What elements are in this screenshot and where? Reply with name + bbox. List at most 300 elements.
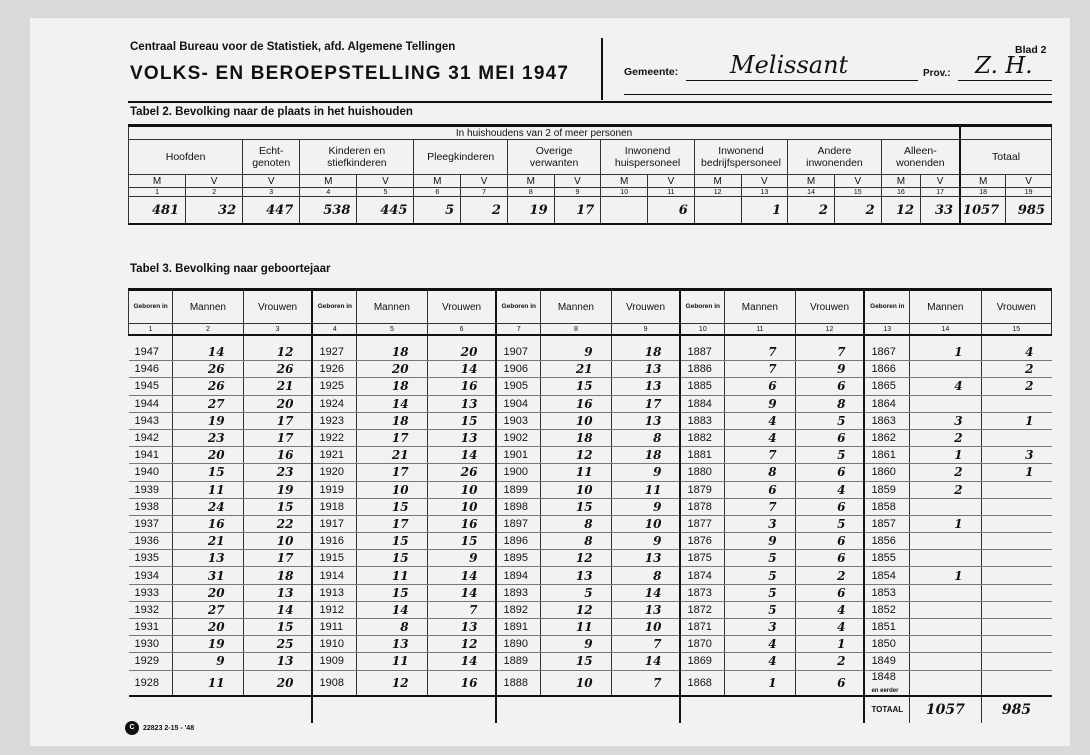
vrouwen-count: 15 <box>427 533 496 550</box>
vrouwen-count: 2 <box>981 361 1051 378</box>
vrouwen-count: 6 <box>795 670 864 696</box>
birth-year: 1874 <box>680 567 724 584</box>
birth-year: 1918 <box>312 498 356 515</box>
birth-year: 1944 <box>129 395 173 412</box>
mannen-count: 4 <box>725 653 795 670</box>
vrouwen-count: 20 <box>243 395 312 412</box>
vrouwen-count: 10 <box>427 498 496 515</box>
geboren-header: Geboren in <box>496 290 540 324</box>
gemeente-label: Gemeente: <box>624 66 679 78</box>
birth-year: 1859 <box>864 481 909 498</box>
birth-year: 1902 <box>496 429 540 446</box>
form-title: VOLKS- EN BEROEPSTELLING 31 MEI 1947 <box>130 63 570 84</box>
table3-row <box>129 344 1052 361</box>
vrouwen-count: 16 <box>243 447 312 464</box>
printer-logo-icon: C <box>125 721 139 735</box>
table3-row <box>129 584 1052 601</box>
birth-year: 1889 <box>496 653 540 670</box>
vrouwen-count: 7 <box>427 601 496 618</box>
vrouwen-count: 6 <box>795 550 864 567</box>
mannen-count: 19 <box>173 636 243 653</box>
birth-year: 1879 <box>680 481 724 498</box>
vrouwen-count: 6 <box>795 498 864 515</box>
vrouwen-count: 17 <box>243 412 312 429</box>
vrouwen-count: 9 <box>611 464 680 481</box>
vrouwen-count: 15 <box>243 498 312 515</box>
vrouwen-count <box>981 670 1051 696</box>
geboren-header: Geboren in <box>129 290 173 324</box>
mannen-count: 15 <box>357 498 427 515</box>
table2-category-header: Inwonend huispersoneel <box>601 140 694 175</box>
mannen-count: 19 <box>173 412 243 429</box>
mannen-count: 20 <box>173 447 243 464</box>
table2 <box>128 124 1052 225</box>
birth-year: 1915 <box>312 550 356 567</box>
mannen-count <box>910 619 981 636</box>
mannen-count: 7 <box>725 344 795 361</box>
mannen-count <box>910 636 981 653</box>
birth-year: 1927 <box>312 344 356 361</box>
table3-row <box>129 550 1052 567</box>
birth-year: 1880 <box>680 464 724 481</box>
table3-total-row <box>129 696 1052 723</box>
birth-year: 1897 <box>496 515 540 532</box>
mannen-count: 11 <box>173 670 243 696</box>
mannen-count: 7 <box>725 361 795 378</box>
birth-year: 1924 <box>312 395 356 412</box>
birth-year: 1881 <box>680 447 724 464</box>
vrouwen-count: 13 <box>611 412 680 429</box>
birth-year: 1882 <box>680 429 724 446</box>
mannen-count: 15 <box>541 378 611 395</box>
birth-year: 1926 <box>312 361 356 378</box>
birth-year: 1911 <box>312 619 356 636</box>
birth-year: 1905 <box>496 378 540 395</box>
table2-value-cell: 481 <box>129 197 186 225</box>
vrouwen-count: 8 <box>611 567 680 584</box>
mannen-count: 5 <box>725 567 795 584</box>
vrouwen-count <box>981 653 1051 670</box>
table3-col-number: 10 <box>680 324 724 336</box>
birth-year: 1928 <box>129 670 173 696</box>
table2-col-number: 4 <box>300 188 357 197</box>
table2-sex-label: M <box>414 175 461 188</box>
vrouwen-count: 13 <box>427 429 496 446</box>
header-rule <box>624 94 1052 95</box>
print-code <box>125 721 194 735</box>
mannen-count: 21 <box>357 447 427 464</box>
mannen-count: 9 <box>725 533 795 550</box>
table3-row <box>129 601 1052 618</box>
birth-year: 1946 <box>129 361 173 378</box>
mannen-count: 9 <box>541 636 611 653</box>
birth-year: 1852 <box>864 601 909 618</box>
table3-col-number: 9 <box>611 324 680 336</box>
vrouwen-count: 21 <box>243 378 312 395</box>
vrouwen-count: 5 <box>795 412 864 429</box>
vrouwen-count: 13 <box>611 361 680 378</box>
birth-year: 1886 <box>680 361 724 378</box>
mannen-count: 9 <box>725 395 795 412</box>
mannen-count: 18 <box>541 429 611 446</box>
vrouwen-count: 9 <box>795 361 864 378</box>
vrouwen-count: 10 <box>243 533 312 550</box>
vrouwen-count: 5 <box>795 515 864 532</box>
table3-col-number: 4 <box>312 324 356 336</box>
birth-year: 1945 <box>129 378 173 395</box>
table3-col-number: 15 <box>981 324 1051 336</box>
table3-row <box>129 567 1052 584</box>
mannen-count: 7 <box>725 447 795 464</box>
table2-category-header: Pleegkinderen <box>414 140 507 175</box>
mannen-count <box>910 498 981 515</box>
birth-year: 1887 <box>680 344 724 361</box>
mannen-count: 14 <box>357 601 427 618</box>
mannen-count: 3 <box>725 619 795 636</box>
totaal-vrouwen: 985 <box>981 696 1051 723</box>
mannen-count <box>910 395 981 412</box>
vrouwen-header: Vrouwen <box>981 290 1051 324</box>
birth-year: 1857 <box>864 515 909 532</box>
vrouwen-count: 7 <box>611 670 680 696</box>
birth-year: 1895 <box>496 550 540 567</box>
prov-underline <box>958 80 1052 81</box>
table2-sex-label: M <box>129 175 186 188</box>
mannen-count: 4 <box>910 378 981 395</box>
birth-year: 1914 <box>312 567 356 584</box>
table3-col-number: 11 <box>725 324 795 336</box>
birth-year: 1908 <box>312 670 356 696</box>
vrouwen-count: 11 <box>611 481 680 498</box>
geboren-header: Geboren in <box>680 290 724 324</box>
gemeente-value: Melissant <box>730 51 849 79</box>
vrouwen-count: 13 <box>243 584 312 601</box>
mannen-count: 5 <box>541 584 611 601</box>
mannen-header: Mannen <box>357 290 427 324</box>
birth-year: 1898 <box>496 498 540 515</box>
birth-year: 1883 <box>680 412 724 429</box>
vrouwen-count: 25 <box>243 636 312 653</box>
vrouwen-count <box>981 395 1051 412</box>
table2-sex-label: V <box>554 175 601 188</box>
mannen-count: 9 <box>541 344 611 361</box>
table3-row <box>129 361 1052 378</box>
table2-col-number: 19 <box>1006 188 1052 197</box>
vrouwen-count: 14 <box>427 653 496 670</box>
vrouwen-count: 17 <box>611 395 680 412</box>
vrouwen-count: 8 <box>795 395 864 412</box>
vrouwen-count <box>981 429 1051 446</box>
mannen-count: 16 <box>173 515 243 532</box>
mannen-header: Mannen <box>173 290 243 324</box>
mannen-count: 4 <box>725 412 795 429</box>
birth-year: 1888 <box>496 670 540 696</box>
vrouwen-count: 7 <box>611 636 680 653</box>
birth-year: 1854 <box>864 567 909 584</box>
mannen-header: Mannen <box>541 290 611 324</box>
table2-sex-label: M <box>788 175 835 188</box>
mannen-count: 5 <box>725 601 795 618</box>
vrouwen-count: 14 <box>243 601 312 618</box>
birth-year: 1910 <box>312 636 356 653</box>
birth-year: 1899 <box>496 481 540 498</box>
table3-col-number: 1 <box>129 324 173 336</box>
vrouwen-count: 1 <box>795 636 864 653</box>
vrouwen-header: Vrouwen <box>243 290 312 324</box>
table2-col-number: 2 <box>186 188 243 197</box>
mannen-count <box>910 653 981 670</box>
birth-year: 1893 <box>496 584 540 601</box>
table2-value-cell: 5 <box>414 197 461 225</box>
table2-sex-label: V <box>741 175 788 188</box>
vrouwen-count: 14 <box>427 584 496 601</box>
table2-category-header: Kinderen en stiefkinderen <box>300 140 414 175</box>
mannen-count: 18 <box>357 412 427 429</box>
sheet-number: Blad 2 <box>1015 44 1047 56</box>
table2-value-cell: 538 <box>300 197 357 225</box>
vrouwen-count: 13 <box>611 601 680 618</box>
table2-col-number: 8 <box>507 188 554 197</box>
vrouwen-count: 13 <box>611 550 680 567</box>
gemeente-underline <box>686 80 918 81</box>
table3-row <box>129 395 1052 412</box>
mannen-count: 10 <box>541 412 611 429</box>
vrouwen-count <box>981 550 1051 567</box>
mannen-count: 31 <box>173 567 243 584</box>
birth-year: 1851 <box>864 619 909 636</box>
vrouwen-count: 12 <box>427 636 496 653</box>
table2-value-cell <box>601 197 648 225</box>
table2-sex-label: V <box>834 175 881 188</box>
mannen-count: 1 <box>910 567 981 584</box>
birth-year: 1863 <box>864 412 909 429</box>
prov-label: Prov.: <box>923 68 951 79</box>
table2-value-cell: 17 <box>554 197 601 225</box>
vrouwen-count: 1 <box>981 464 1051 481</box>
mannen-count: 13 <box>173 550 243 567</box>
vrouwen-count: 3 <box>981 447 1051 464</box>
birth-year: 1925 <box>312 378 356 395</box>
vrouwen-count: 6 <box>795 584 864 601</box>
mannen-count: 8 <box>357 619 427 636</box>
mannen-count: 2 <box>910 481 981 498</box>
birth-year: 1871 <box>680 619 724 636</box>
vrouwen-count: 13 <box>427 619 496 636</box>
birth-year: 1940 <box>129 464 173 481</box>
birth-year: 1921 <box>312 447 356 464</box>
vrouwen-count: 6 <box>795 533 864 550</box>
table2-sex-label: V <box>461 175 508 188</box>
birth-year: 1858 <box>864 498 909 515</box>
mannen-count: 1 <box>725 670 795 696</box>
birth-year: 1896 <box>496 533 540 550</box>
mannen-count: 12 <box>541 601 611 618</box>
birth-year: 1876 <box>680 533 724 550</box>
vrouwen-count: 26 <box>427 464 496 481</box>
mannen-count: 9 <box>173 653 243 670</box>
table2-col-number: 12 <box>694 188 741 197</box>
mannen-count: 20 <box>357 361 427 378</box>
mannen-count: 17 <box>357 464 427 481</box>
vrouwen-count <box>981 567 1051 584</box>
title-rule <box>128 101 1052 103</box>
birth-year: 1864 <box>864 395 909 412</box>
table2-category-header: Overige verwanten <box>507 140 600 175</box>
birth-year: 1867 <box>864 344 909 361</box>
mannen-count <box>910 533 981 550</box>
mannen-count <box>910 584 981 601</box>
mannen-header: Mannen <box>910 290 981 324</box>
vrouwen-count: 13 <box>243 653 312 670</box>
mannen-header: Mannen <box>725 290 795 324</box>
table2-value-cell: 1057 <box>960 197 1006 225</box>
table2-group-header: In huishoudens van 2 of meer personen <box>129 126 961 140</box>
mannen-count: 15 <box>357 584 427 601</box>
table3-row <box>129 378 1052 395</box>
table3-col-number: 6 <box>427 324 496 336</box>
table3-col-number: 13 <box>864 324 909 336</box>
birth-year: 1936 <box>129 533 173 550</box>
vrouwen-count: 22 <box>243 515 312 532</box>
mannen-count: 1 <box>910 447 981 464</box>
table2-category-header: Totaal <box>960 140 1051 175</box>
census-form-sheet <box>30 18 1070 746</box>
vrouwen-count: 13 <box>611 378 680 395</box>
table2-sex-label: V <box>921 175 960 188</box>
vrouwen-count: 23 <box>243 464 312 481</box>
table2-col-number: 3 <box>243 188 300 197</box>
vrouwen-count: 2 <box>795 653 864 670</box>
birth-year: 1860 <box>864 464 909 481</box>
birth-year: 1913 <box>312 584 356 601</box>
table3-col-number: 12 <box>795 324 864 336</box>
table2-col-number: 7 <box>461 188 508 197</box>
table2-value-cell <box>694 197 741 225</box>
vrouwen-count: 13 <box>427 395 496 412</box>
mannen-count: 18 <box>357 344 427 361</box>
table2-sex-label: M <box>507 175 554 188</box>
birth-year: 1931 <box>129 619 173 636</box>
vrouwen-count <box>981 584 1051 601</box>
mannen-count: 17 <box>357 429 427 446</box>
mannen-count: 8 <box>541 515 611 532</box>
mannen-count <box>910 550 981 567</box>
vrouwen-count: 9 <box>611 533 680 550</box>
vrouwen-count: 15 <box>243 619 312 636</box>
mannen-count: 20 <box>173 584 243 601</box>
vrouwen-count <box>981 601 1051 618</box>
vrouwen-count: 4 <box>981 344 1051 361</box>
table3-col-number: 2 <box>173 324 243 336</box>
vrouwen-count <box>981 533 1051 550</box>
birth-year: 1870 <box>680 636 724 653</box>
vrouwen-count <box>981 619 1051 636</box>
table2-col-number: 6 <box>414 188 461 197</box>
mannen-count: 13 <box>541 567 611 584</box>
table3-row <box>129 653 1052 670</box>
table2-value-cell: 32 <box>186 197 243 225</box>
table2-col-number: 1 <box>129 188 186 197</box>
table3-row <box>129 515 1052 532</box>
table2-col-number: 5 <box>357 188 414 197</box>
mannen-count: 27 <box>173 601 243 618</box>
mannen-count: 11 <box>541 464 611 481</box>
vrouwen-count: 9 <box>427 550 496 567</box>
mannen-count: 7 <box>725 498 795 515</box>
mannen-count: 11 <box>357 653 427 670</box>
vrouwen-count: 2 <box>795 567 864 584</box>
vrouwen-count: 8 <box>611 429 680 446</box>
birth-year: 1892 <box>496 601 540 618</box>
mannen-count: 21 <box>541 361 611 378</box>
mannen-count: 16 <box>541 395 611 412</box>
geboren-header: Geboren in <box>864 290 909 324</box>
vrouwen-count: 15 <box>427 412 496 429</box>
vrouwen-count: 1 <box>981 412 1051 429</box>
birth-year: 1922 <box>312 429 356 446</box>
birth-year: 1932 <box>129 601 173 618</box>
vrouwen-count: 16 <box>427 378 496 395</box>
vrouwen-count: 18 <box>611 344 680 361</box>
mannen-count: 4 <box>725 636 795 653</box>
vrouwen-count: 6 <box>795 464 864 481</box>
table3-col-number: 7 <box>496 324 540 336</box>
mannen-count: 27 <box>173 395 243 412</box>
birth-year: 1862 <box>864 429 909 446</box>
vrouwen-count: 18 <box>611 447 680 464</box>
mannen-count: 26 <box>173 361 243 378</box>
birth-year: 1920 <box>312 464 356 481</box>
table2-col-number: 14 <box>788 188 835 197</box>
vrouwen-count <box>981 636 1051 653</box>
mannen-count: 11 <box>357 567 427 584</box>
birth-year: 1906 <box>496 361 540 378</box>
table2-category-header: Andere inwonenden <box>788 140 881 175</box>
birth-year: 1849 <box>864 653 909 670</box>
vrouwen-count: 17 <box>243 429 312 446</box>
table2-category-header: Hoofden <box>129 140 243 175</box>
table2-sex-label: M <box>300 175 357 188</box>
table3-col-number: 5 <box>357 324 427 336</box>
geboren-header: Geboren in <box>312 290 356 324</box>
table2-value-cell: 445 <box>357 197 414 225</box>
mannen-count: 18 <box>357 378 427 395</box>
mannen-count: 4 <box>725 429 795 446</box>
table3-title: Tabel 3. Bevolking naar geboortejaar <box>130 263 331 275</box>
table2-sex-label: M <box>960 175 1006 188</box>
birth-year: 1877 <box>680 515 724 532</box>
mannen-count: 5 <box>725 550 795 567</box>
table2-category-header: Alleen- wonenden <box>881 140 960 175</box>
birth-year: 1869 <box>680 653 724 670</box>
vrouwen-count: 10 <box>427 481 496 498</box>
mannen-count: 15 <box>357 533 427 550</box>
vrouwen-count: 6 <box>795 378 864 395</box>
table3-col-number: 3 <box>243 324 312 336</box>
mannen-count: 10 <box>541 481 611 498</box>
table3-col-number: 14 <box>910 324 981 336</box>
vrouwen-count: 18 <box>243 567 312 584</box>
vrouwen-count: 14 <box>611 584 680 601</box>
table2-sex-label: V <box>186 175 243 188</box>
birth-year: 1865 <box>864 378 909 395</box>
table2-value-cell: 2 <box>834 197 881 225</box>
birth-year: 1890 <box>496 636 540 653</box>
table2-col-number: 11 <box>648 188 695 197</box>
mannen-count: 2 <box>910 464 981 481</box>
birth-year: 1873 <box>680 584 724 601</box>
table2-value-cell: 1 <box>741 197 788 225</box>
